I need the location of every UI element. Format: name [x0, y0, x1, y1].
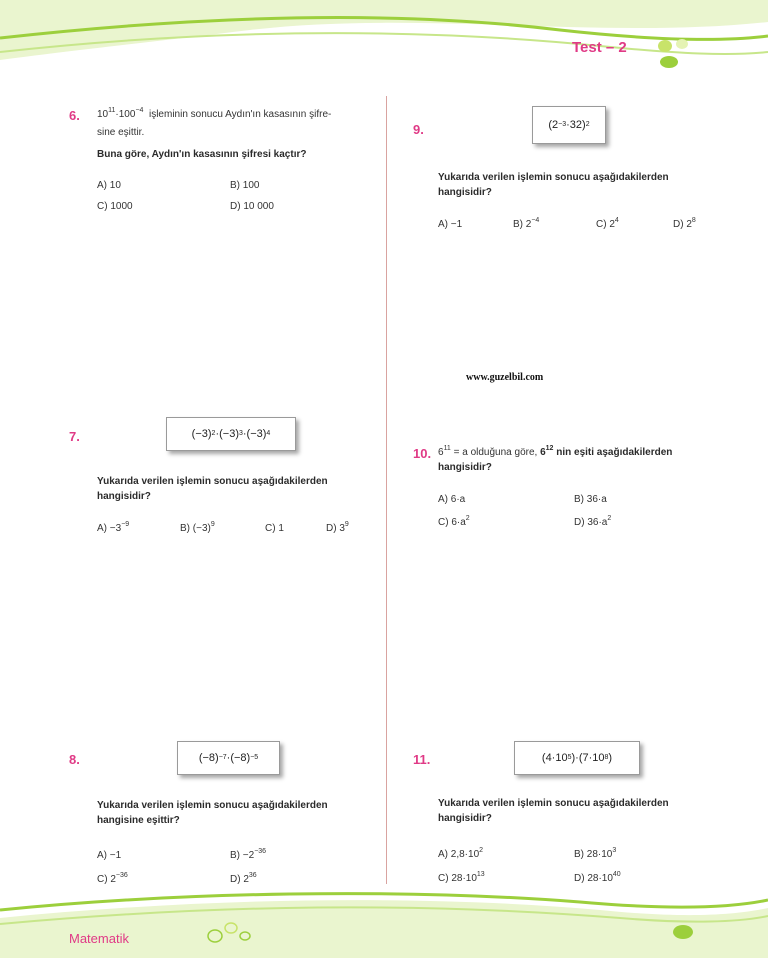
question-6-number: 6.: [69, 108, 80, 123]
footer-dot-icon: [668, 920, 698, 944]
question-11-question-line2: hangisidir?: [438, 813, 492, 824]
question-8-option-c[interactable]: C) $2^{-36}$: [97, 872, 128, 885]
question-7-question-line2: hangisidir?: [97, 491, 151, 502]
question-8-question-line2: hangisine eşittir?: [97, 815, 180, 826]
question-9-question-line2: hangisidir?: [438, 187, 492, 198]
question-6-option-d[interactable]: D) 10 000: [230, 201, 274, 212]
question-9-option-d[interactable]: D) $2^8$: [673, 217, 696, 230]
question-10-question-line2: hangisidir?: [438, 462, 492, 473]
question-6-stem-line2: sine eşittir.: [97, 127, 145, 138]
subject-label: Matematik: [69, 931, 129, 946]
question-9-question-line1: Yukarıda verilen işlemin sonucu aşağıdakilerden: [438, 172, 669, 183]
question-7-option-c[interactable]: C) 1: [265, 523, 284, 534]
question-10-stem: $6^{11} = a$ olduğuna göre, $6^{12}$ nin eşiti aşağıdakilerden: [438, 445, 673, 458]
question-7-option-d[interactable]: D) $3^9$: [326, 521, 349, 534]
question-7-expression-box: (−3) 2 ·(−3) 3 ·(−3) 4: [166, 417, 296, 451]
question-11-option-c[interactable]: C) $28\cdot 10^{13}$: [438, 871, 485, 884]
question-8-option-a[interactable]: A) −1: [97, 850, 122, 861]
question-6-option-a[interactable]: A) 10: [97, 180, 121, 191]
question-11-option-b[interactable]: B) $28\cdot 10^3$: [574, 847, 617, 860]
question-10-number: 10.: [413, 446, 432, 461]
question-8-number: 8.: [69, 752, 80, 767]
question-9-option-a[interactable]: A) −1: [438, 219, 463, 230]
question-9-expression-box: (2 −3 ·32) 2: [532, 106, 606, 144]
question-6-option-c[interactable]: C) 1000: [97, 201, 133, 212]
question-11-number: 11.: [413, 752, 431, 767]
question-9-option-b[interactable]: B) $2^{-4}$: [513, 217, 540, 230]
question-9-option-c[interactable]: C) $2^4$: [596, 217, 619, 230]
question-7-option-b[interactable]: B) $(-3)^9$: [180, 521, 215, 534]
header-swoosh: [0, 0, 768, 80]
question-7-option-a[interactable]: $A) -3^{-9}$: [97, 521, 130, 534]
question-6-option-b[interactable]: B) 100: [230, 180, 260, 191]
question-6-question: Buna göre, Aydın'ın kasasının şifresi kaçtır?: [97, 149, 307, 160]
question-7-number: 7.: [69, 429, 80, 444]
question-10-option-c[interactable]: C) $6\cdot a^2$: [438, 515, 470, 528]
question-11-expression-box: (4·10 5 )·(7·10 8 ): [514, 741, 640, 775]
question-8-option-d[interactable]: D) $2^{36}$: [230, 872, 257, 885]
question-7-question-line1: Yukarıda verilen işlemin sonucu aşağıdakilerden: [97, 476, 328, 487]
footer-bubbles-icon: [205, 918, 255, 948]
test-label: Test – 2: [572, 39, 627, 56]
website-link: www.guzelbil.com: [466, 372, 544, 383]
footer-swoosh: [0, 888, 768, 958]
question-11-option-d[interactable]: D) $28\cdot 10^{40}$: [574, 871, 621, 884]
question-10-option-a[interactable]: A) 6·a: [438, 494, 466, 505]
question-10-option-b[interactable]: B) 36·a: [574, 494, 607, 505]
question-10-option-d[interactable]: D) $36\cdot a^2$: [574, 515, 612, 528]
question-11-question-line1: Yukarıda verilen işlemin sonucu aşağıdakilerden: [438, 798, 669, 809]
question-6-stem: $10^{11}\cdot 100^{-4}$ işleminin sonucu Aydın'ın kasasının şifre-: [97, 107, 332, 120]
bubble-dots-icon: [655, 36, 695, 72]
question-11-option-a[interactable]: A) $2,8\cdot 10^2$: [438, 847, 484, 860]
column-divider: [386, 96, 387, 884]
question-8-question-line1: Yukarıda verilen işlemin sonucu aşağıdakilerden: [97, 800, 328, 811]
question-8-expression-box: (−8) −7 ·(−8) −5: [177, 741, 280, 775]
question-8-option-b[interactable]: $B) -2^{-36}$: [230, 848, 267, 861]
question-9-number: 9.: [413, 122, 424, 137]
